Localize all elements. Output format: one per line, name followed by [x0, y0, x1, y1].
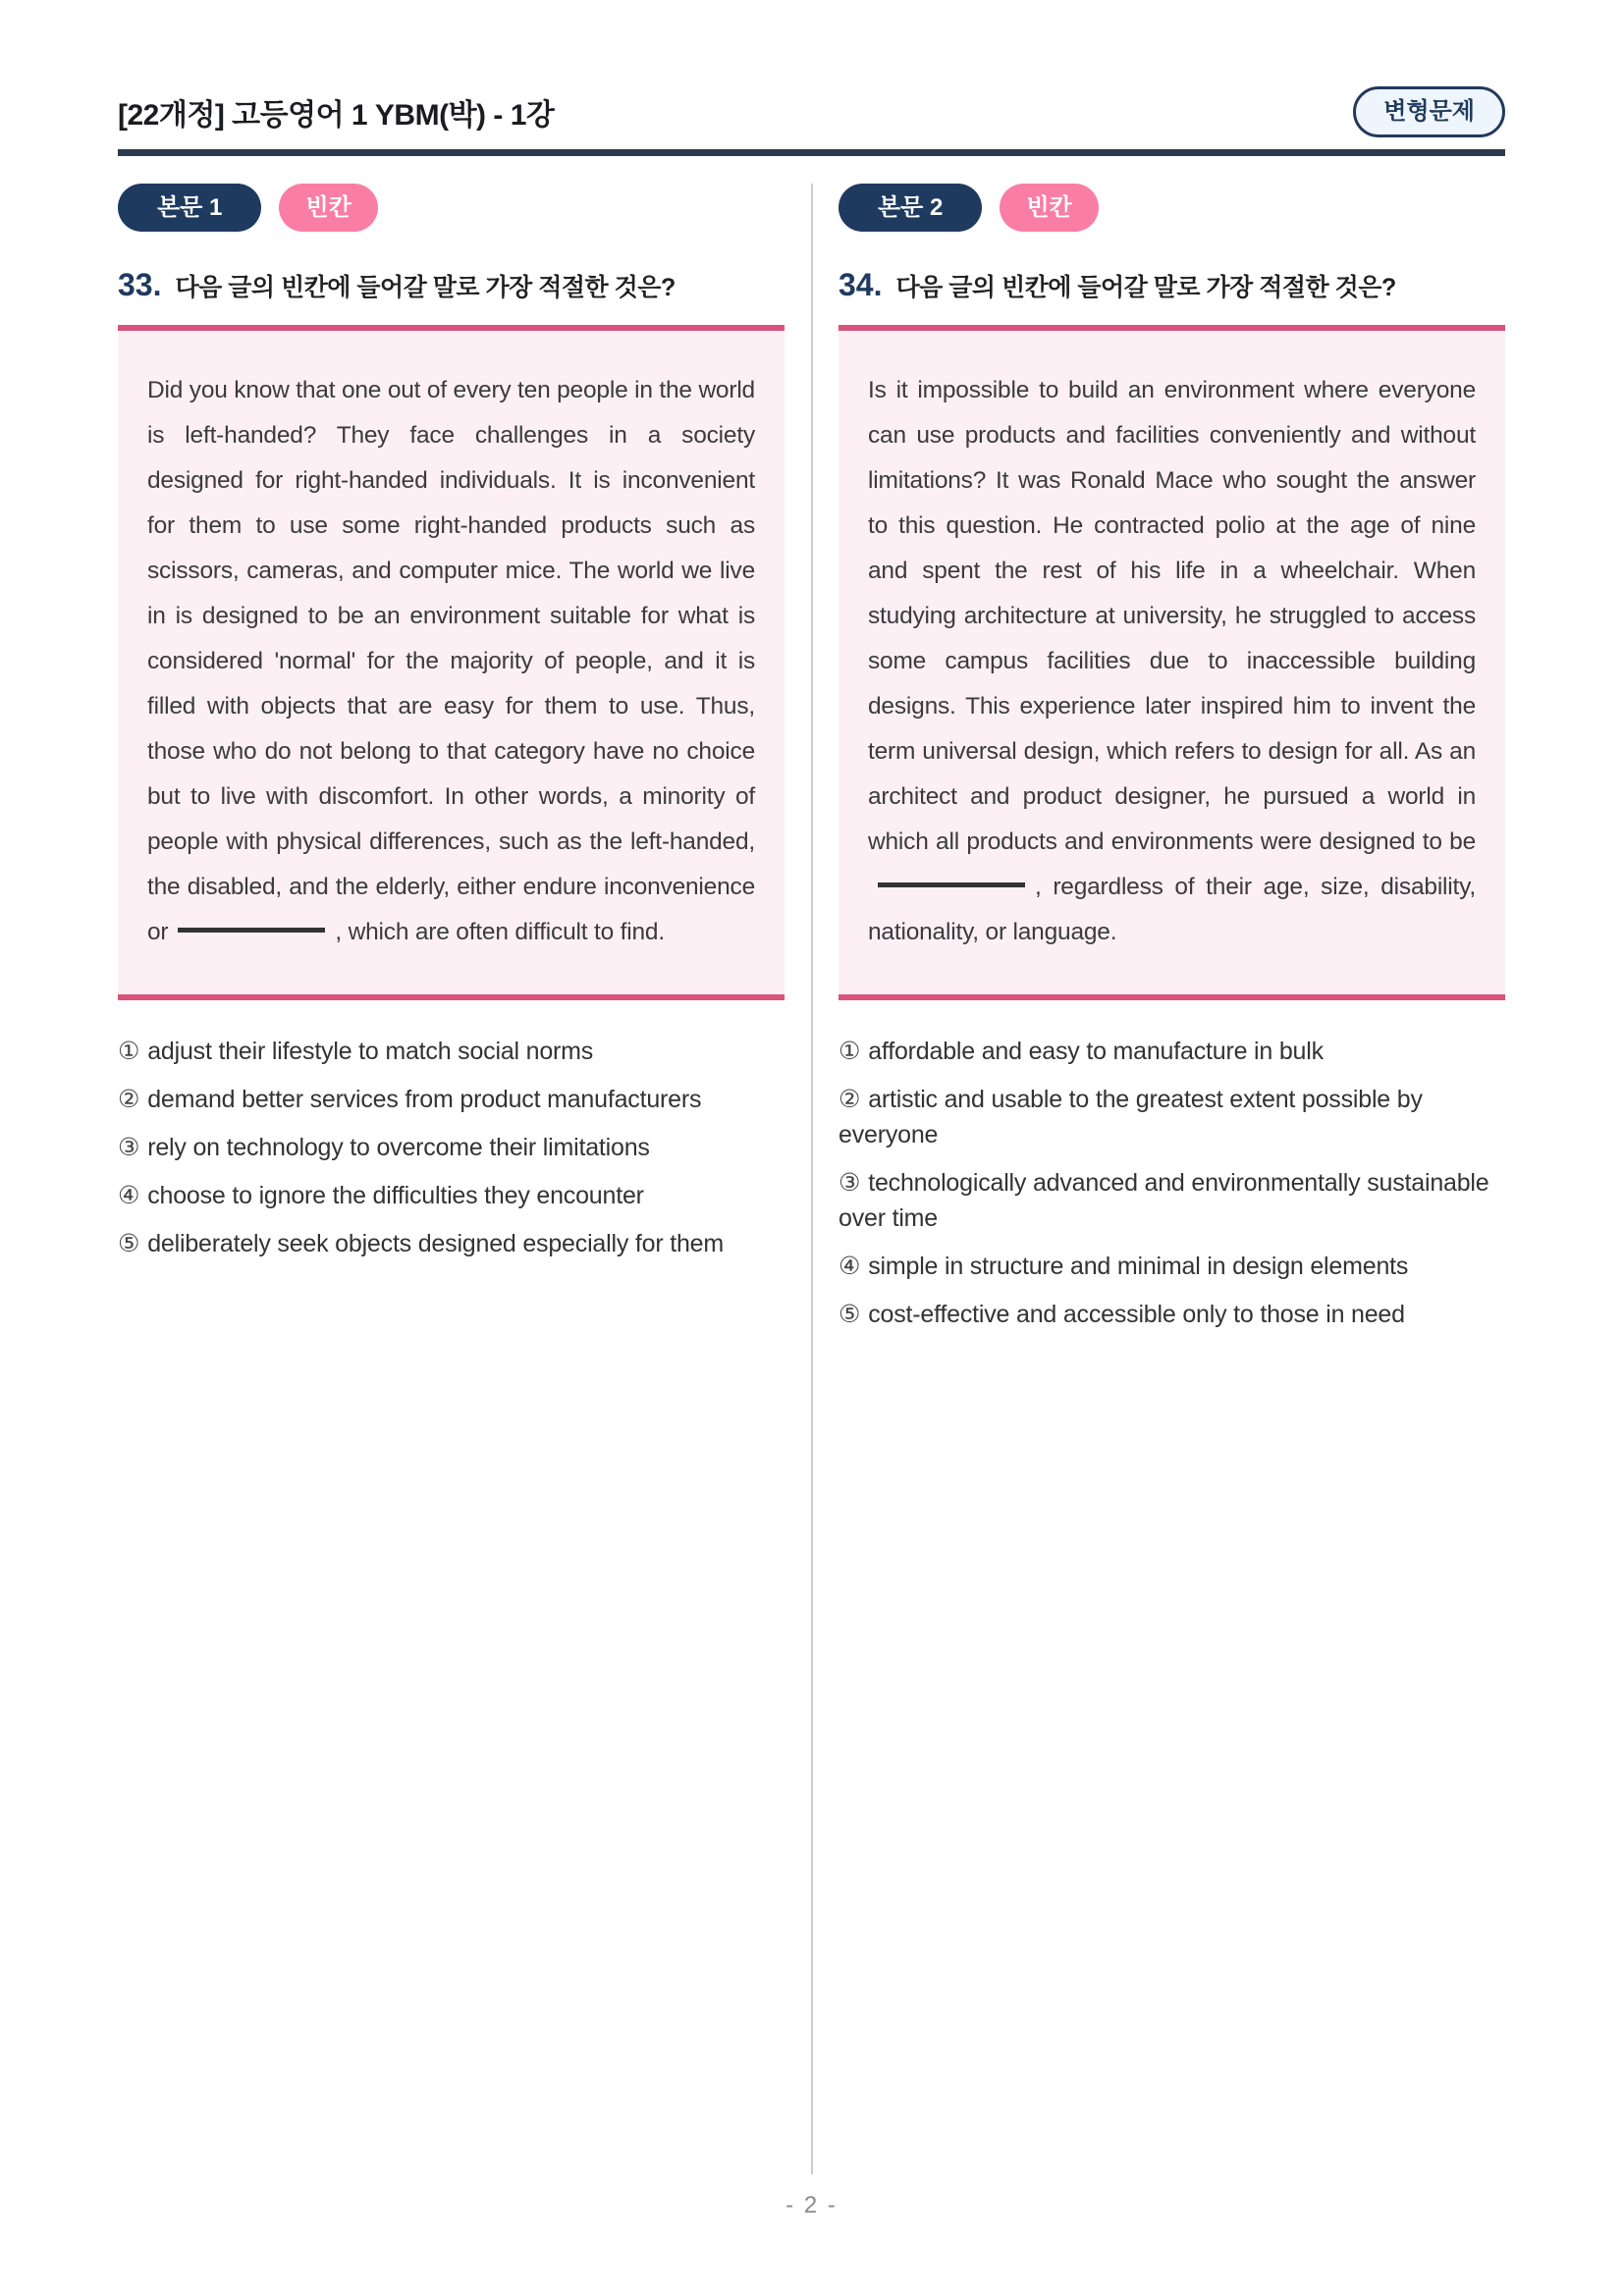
option-marker: ④ — [118, 1182, 140, 1209]
question-33-title — [118, 267, 784, 303]
option-1 — [118, 1034, 784, 1069]
question-34-options — [839, 1034, 1505, 1332]
page-number: - 2 - — [785, 2192, 838, 2218]
fill-in-blank-line — [878, 882, 1025, 887]
option-text: demand better services from product manufacturers — [147, 1086, 702, 1113]
question-33-options — [118, 1034, 784, 1261]
option-text: artistic and usable to the greatest extent possible by everyone — [839, 1086, 1423, 1148]
option-marker: ① — [118, 1038, 140, 1065]
type-tag: 빈칸 — [279, 184, 377, 232]
option-marker: ① — [839, 1038, 861, 1065]
option-3 — [839, 1165, 1505, 1236]
option-text: deliberately seek objects designed especially for them — [147, 1230, 724, 1257]
option-text: choose to ignore the difficulties they encounter — [147, 1182, 644, 1209]
source-tag: 본문 2 — [839, 184, 982, 232]
source-tag: 본문 1 — [118, 184, 261, 232]
option-text: rely on technology to overcome their limitations — [147, 1134, 650, 1161]
option-4 — [118, 1178, 784, 1213]
question-34-passage — [839, 325, 1505, 1000]
question-prompt: 다음 글의 빈칸에 들어갈 말로 가장 적절한 것은? — [175, 274, 676, 301]
option-text: adjust their lifestyle to match social norms — [147, 1038, 594, 1065]
question-34-title — [839, 267, 1505, 303]
question-number: 33. — [118, 267, 162, 302]
option-marker: ④ — [839, 1253, 861, 1280]
option-marker: ② — [839, 1086, 861, 1113]
page-footer — [0, 2192, 1623, 2219]
option-3 — [118, 1130, 784, 1165]
option-2 — [118, 1082, 784, 1117]
passage-text-before-blank: Did you know that one out of every ten people in the world is left-handed? They face challenges in a society designed for right-handed individuals. It is inconvenient for them to use some right-handed products such as scissors, cameras, and computer mice. The world we live in is designed to be an environment suitable for what is considered 'normal' for the majority of people, and it is filled with objects that are easy for them to use. Thus, those who do not belong to that category have no choice but to live with discomfort. In other words, a minority of people with physical differences, such as the left-handed, the disabled, and the elderly, either endure inconvenience or — [147, 377, 755, 945]
type-tag: 빈칸 — [1000, 184, 1098, 232]
option-marker: ⑤ — [839, 1301, 861, 1328]
option-text: cost-effective and accessible only to those in need — [868, 1301, 1405, 1328]
question-34-column — [839, 184, 1505, 1345]
question-33-column — [118, 184, 784, 1345]
option-2 — [839, 1082, 1505, 1152]
question-33-passage — [118, 325, 784, 1000]
option-1 — [839, 1034, 1505, 1069]
passage-text-before-blank: Is it impossible to build an environment where everyone can use products and facilities conveniently and without limitations? It was Ronald Mace who sought the answer to this question. He contracted polio at the age of nine and spent the rest of his life in a wheelchair. When studying architecture at university, he struggled to access some campus facilities due to inaccessible building designs. This experience later inspired him to invent the term universal design, which refers to design for all. As an architect and product designer, he pursued a world in which all products and environments were designed to be — [868, 377, 1476, 855]
question-34-tags — [839, 184, 1505, 232]
option-text: technologically advanced and environmentally sustainable over time — [839, 1169, 1489, 1232]
fill-in-blank-line — [178, 928, 325, 933]
question-33-tags — [118, 184, 784, 232]
question-prompt: 다음 글의 빈칸에 들어갈 말로 가장 적절한 것은? — [895, 274, 1396, 301]
page-title: [22개정] 고등영어 1 YBM(박) - 1강 — [118, 99, 555, 132]
question-number: 34. — [839, 267, 883, 302]
option-4 — [839, 1249, 1505, 1284]
option-marker: ② — [118, 1086, 140, 1113]
page-header — [118, 0, 1505, 156]
option-marker: ③ — [839, 1169, 861, 1197]
option-marker: ⑤ — [118, 1230, 140, 1257]
option-5 — [118, 1226, 784, 1261]
option-text: affordable and easy to manufacture in bulk — [868, 1038, 1324, 1065]
option-5 — [839, 1297, 1505, 1332]
variant-problem-badge: 변형문제 — [1353, 86, 1505, 137]
option-text: simple in structure and minimal in design elements — [868, 1253, 1409, 1280]
passage-text-after-blank: , regardless of their age, size, disability, nationality, or language. — [868, 874, 1476, 945]
passage-text-after-blank: , which are often difficult to find. — [335, 919, 665, 945]
option-marker: ③ — [118, 1134, 140, 1161]
two-column-area — [118, 184, 1505, 1345]
column-divider — [811, 184, 813, 2174]
